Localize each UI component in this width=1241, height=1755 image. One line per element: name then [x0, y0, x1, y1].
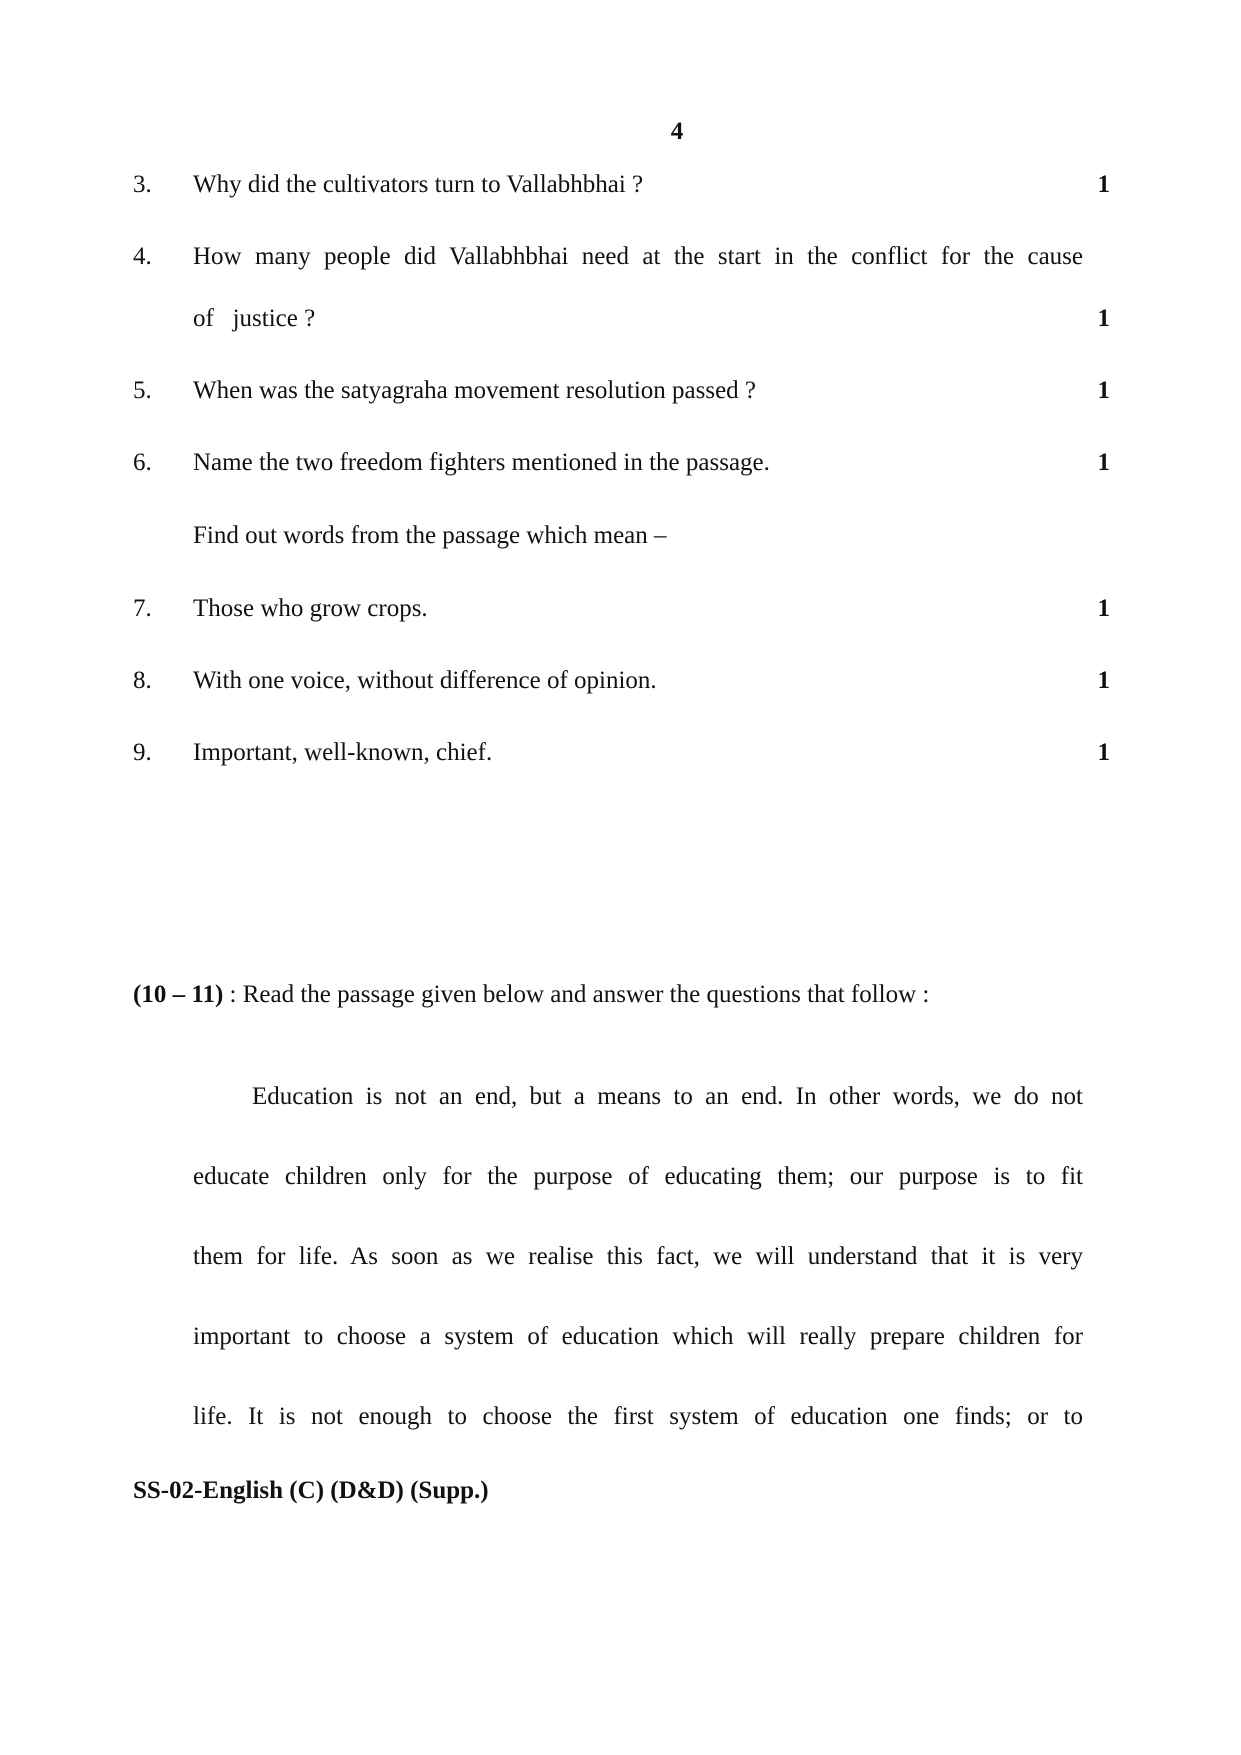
passage-line: important to choose a system of education which will really prepare children for [193, 1323, 1083, 1350]
question-number: 3. [133, 171, 152, 198]
question-text: Why did the cultivators turn to Vallabhbhai ? [193, 171, 644, 198]
question-marks: 1 [1097, 595, 1110, 622]
paper-code: SS-02-English (C) (D&D) (Supp.) [133, 1477, 489, 1504]
question-number: 6. [133, 449, 152, 476]
question-number: 4. [133, 243, 152, 270]
question-number: 5. [133, 377, 152, 404]
passage-line: life. It is not enough to choose the first system of education one finds; or to [193, 1403, 1083, 1430]
section-range: (10 – 11) [133, 981, 224, 1008]
passage-line: educate children only for the purpose of educating them; our purpose is to fit [193, 1163, 1083, 1190]
section-heading [133, 980, 929, 1010]
question-text: How many people did Vallabhbhai need at the start in the conflict for the cause [193, 243, 1083, 270]
question-text: Those who grow crops. [193, 595, 428, 622]
question-text: Important, well-known, chief. [193, 739, 493, 766]
question-text: When was the satyagraha movement resolution passed ? [193, 377, 757, 404]
question-marks: 1 [1097, 377, 1110, 404]
question-marks: 1 [1097, 739, 1110, 766]
question-marks: 1 [1097, 171, 1110, 198]
question-marks: 1 [1097, 667, 1110, 694]
question-text: Name the two freedom fighters mentioned in the passage. [193, 449, 770, 476]
vocabulary-instruction: Find out words from the passage which mean – [193, 522, 667, 549]
page-number: 4 [670, 118, 684, 145]
question-marks: 1 [1097, 305, 1110, 332]
question-number: 7. [133, 595, 152, 622]
question-marks: 1 [1097, 449, 1110, 476]
question-number: 8. [133, 667, 152, 694]
question-number: 9. [133, 739, 152, 766]
section-instruction: : Read the passage given below and answer the questions that follow : [223, 981, 930, 1008]
question-text: With one voice, without difference of opinion. [193, 667, 657, 694]
passage-line: Education is not an end, but a means to an end. In other words, we do not [252, 1083, 1083, 1110]
question-text: of justice ? [193, 305, 316, 332]
passage-line: them for life. As soon as we realise this fact, we will understand that it is very [193, 1243, 1083, 1270]
